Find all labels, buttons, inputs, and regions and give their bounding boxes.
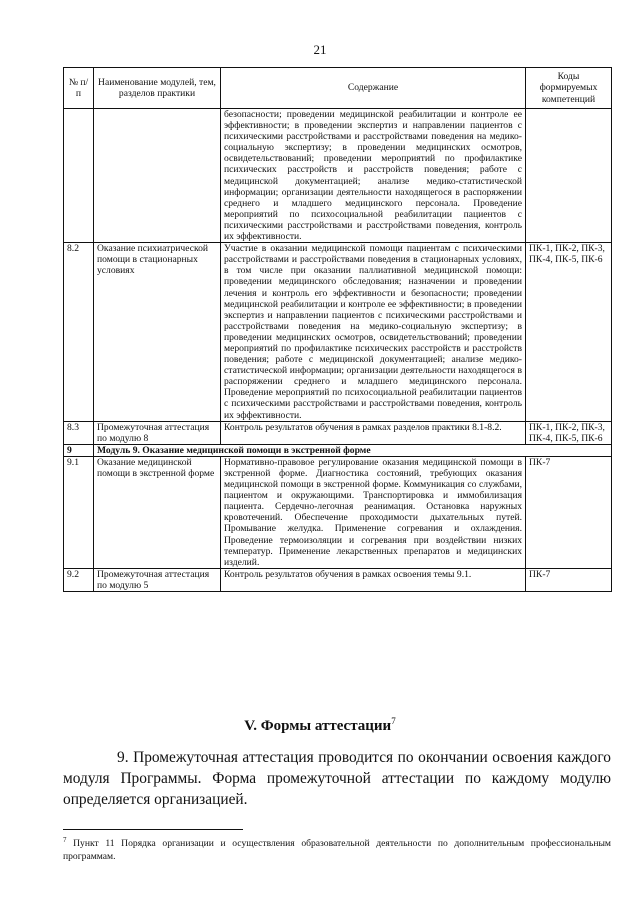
footnote-text: Пункт 11 Порядка организации и осуществления образовательной деятельности по дополнительным профессиональным программам. <box>63 838 611 863</box>
row-codes: ПК-1, ПК-2, ПК-3, ПК-4, ПК-5, ПК-6 <box>526 243 612 422</box>
row-num: 8.3 <box>64 421 94 444</box>
row-num: 8.2 <box>64 243 94 422</box>
section-footnote-mark: 7 <box>391 716 396 726</box>
row-content: безопасности; проведении медицинской реабилитации и контроле ее эффективности; в проведении экспертиз и направлении пациентов с психическими расстройствами и расстройствами поведения на медико-социальную экспертизу; в проведении медицинских осмотров, освидетельствований; проведении мероприятий по профилактике психических расстройств и расстройств поведения; работе с медицинской документацией; анализе медико-статистической информации; организации деятельности находящегося в распоряжении среднего и младшего медицинского персонала. Проведение мероприятий по психосоциальной реабилитации пациентов с психическими расстройствами и расстройствами поведения, контроль их эффективности. <box>221 109 526 243</box>
header-name: Наименование модулей, тем, разделов практики <box>94 68 221 109</box>
footnote <box>63 834 611 863</box>
program-table <box>63 67 612 592</box>
section-heading <box>0 716 640 735</box>
row-name: Промежуточная аттестация по модулю 8 <box>94 421 221 444</box>
table-row <box>64 109 612 243</box>
row-content: Нормативно-правовое регулирование оказания медицинской помощи в экстренной форме. Диагностика состояний, требующих оказания медицинской помощи в экстренной форме. Коммуникация со службами, пациентом и окружающими. Транспортировка и иммобилизация пациента. Сердечно-легочная реанимация. Остановка наружных кровотечений. Обеспечение проходимости дыхательных путей. Промывание желудка. Применение согревания и охлаждения. Проведение термоизоляции и согревания при воздействии низких температур. Применение лекарственных препаратов и медицинских изделий. <box>221 456 526 568</box>
row-content: Участие в оказании медицинской помощи пациентам с психическими расстройствами и расстройствами поведения в стационарных условиях, в том числе при оказании паллиативной медицинской помощи: проведении медицинского обследования; назначении и проведении лечения и контроль его эффективности и безопасности; проведении медицинской реабилитации и контроле ее эффективности; в проведении экспертиз и направлении пациентов с психическими расстройствами и расстройствами поведения на медико-социальную экспертизу; в проведении медицинских осмотров, освидетельствований; проведении мероприятий по профилактике психических расстройств и расстройств поведения; работе с медицинской документацией; анализе медико-статистической информации; организации деятельности находящегося в распоряжении среднего и младшего медицинского персонала. Проведение мероприятий по психосоциальной реабилитации пациентов с психическими расстройствами и расстройствами поведения, контроль их эффективности. <box>221 243 526 422</box>
row-name <box>94 109 221 243</box>
row-codes <box>526 109 612 243</box>
header-content: Содержание <box>221 68 526 109</box>
row-codes: ПК-7 <box>526 456 612 568</box>
module-num: 9 <box>64 444 94 456</box>
page-number: 21 <box>313 42 327 57</box>
table-row <box>64 456 612 568</box>
header-num: № п/п <box>64 68 94 109</box>
row-name: Оказание психиатрической помощи в стационарных условиях <box>94 243 221 422</box>
row-content: Контроль результатов обучения в рамках разделов практики 8.1-8.2. <box>221 421 526 444</box>
row-codes: ПК-7 <box>526 568 612 591</box>
row-num: 9.2 <box>64 568 94 591</box>
footnote-mark: 7 <box>63 836 67 844</box>
module-title: Модуль 9. Оказание медицинской помощи в экстренной форме <box>94 444 612 456</box>
row-name: Промежуточная аттестация по модулю 5 <box>94 568 221 591</box>
table-row <box>64 568 612 591</box>
table-row <box>64 243 612 422</box>
row-codes: ПК-1, ПК-2, ПК-3, ПК-4, ПК-5, ПК-6 <box>526 421 612 444</box>
module-row <box>64 444 612 456</box>
row-name: Оказание медицинской помощи в экстренной форме <box>94 456 221 568</box>
table-header-row <box>64 68 612 109</box>
row-num: 9.1 <box>64 456 94 568</box>
footnote-divider <box>63 829 243 830</box>
body-paragraph: 9. Промежуточная аттестация проводится по окончании освоения каждого модуля Программы. Форма промежуточной аттестации по каждому модулю определяется организацией. <box>63 749 611 808</box>
section-heading-text: V. Формы аттестации <box>244 718 392 734</box>
header-codes: Коды формируемых компетенций <box>526 68 612 109</box>
row-num <box>64 109 94 243</box>
row-content: Контроль результатов обучения в рамках освоения темы 9.1. <box>221 568 526 591</box>
table-row <box>64 421 612 444</box>
